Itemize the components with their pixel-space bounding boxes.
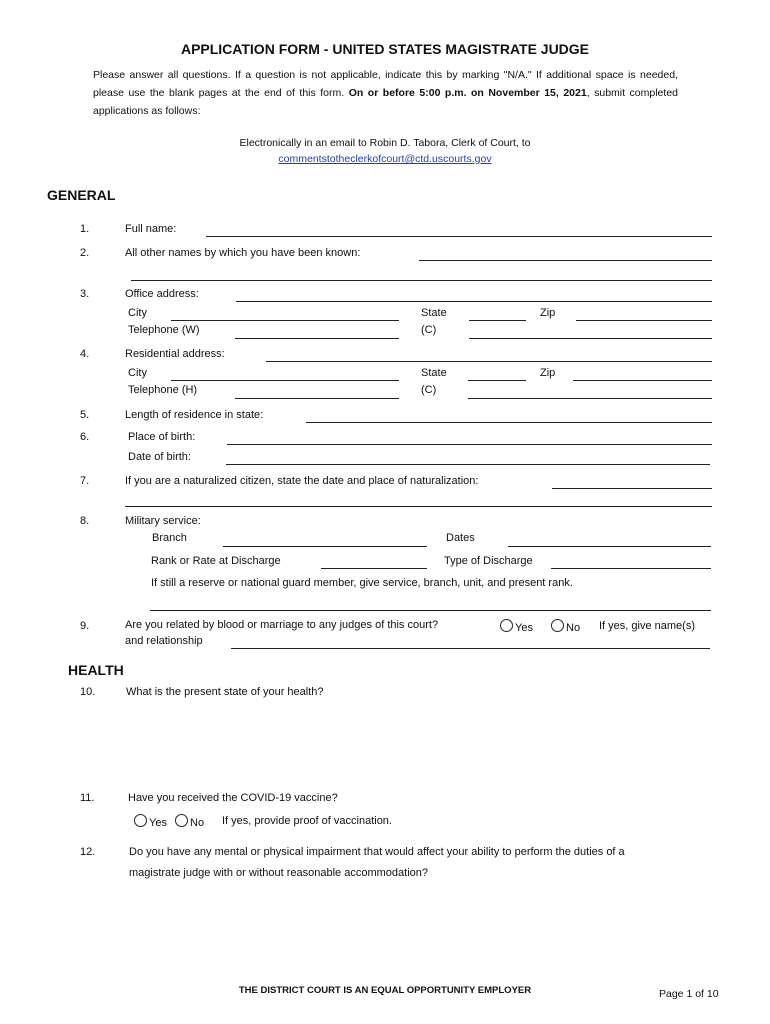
q4-cell-label: (C)	[421, 384, 437, 396]
q11-ifyes-label: If yes, provide proof of vaccination.	[222, 815, 392, 827]
radio-icon[interactable]	[500, 619, 513, 632]
q8-label: Military service:	[125, 515, 201, 527]
residential-state-field[interactable]	[468, 380, 526, 381]
q9-yes-label: Yes	[515, 622, 533, 634]
reserve-service-field[interactable]	[150, 610, 711, 611]
section-health: HEALTH	[68, 662, 124, 678]
full-name-field[interactable]	[206, 236, 712, 237]
q2-number: 2.	[80, 247, 90, 259]
q9-no-option[interactable]	[551, 619, 580, 634]
q11-label: Have you received the COVID-19 vaccine?	[128, 792, 338, 804]
q12-label: Do you have any mental or physical impairment that would affect your ability to perform the duties of a	[129, 846, 625, 858]
q12-label-2: magistrate judge with or without reasonable accommodation?	[129, 867, 428, 879]
q11-yes-label: Yes	[149, 817, 167, 829]
page-title: APPLICATION FORM - UNITED STATES MAGISTRATE JUDGE	[180, 41, 590, 57]
q3-zip-label: Zip	[540, 307, 556, 319]
place-of-birth-field[interactable]	[227, 444, 712, 445]
q1-label: Full name:	[125, 223, 177, 235]
naturalization-field-2[interactable]	[125, 506, 712, 507]
discharge-rank-field[interactable]	[321, 568, 427, 569]
naturalization-field[interactable]	[552, 488, 712, 489]
q3-state-label: State	[421, 307, 447, 319]
submission-instructions: Electronically in an email to Robin D. Tabora, Clerk of Court, to	[239, 137, 531, 149]
q6-number: 6.	[80, 431, 90, 443]
page-number: Page 1 of 10	[659, 988, 719, 1000]
q7-label: If you are a naturalized citizen, state the date and place of naturalization:	[125, 475, 479, 487]
q11-number: 11.	[80, 792, 95, 804]
q2-label: All other names by which you have been known:	[125, 247, 361, 259]
q5-number: 5.	[80, 409, 90, 421]
instructions-text: Please answer all questions. If a question is not applicable, indicate this by marking "N/A." If additional space is needed, please use the blank pages at the end of this form.	[93, 69, 678, 99]
office-city-field[interactable]	[171, 320, 399, 321]
q9-no-label: No	[566, 622, 581, 634]
q4-zip-label: Zip	[540, 367, 556, 379]
q6-label-2: Date of birth:	[128, 451, 191, 463]
residential-zip-field[interactable]	[573, 380, 712, 381]
q4-state-label: State	[421, 367, 447, 379]
other-names-field-2[interactable]	[131, 280, 712, 281]
military-dates-field[interactable]	[508, 546, 711, 547]
q9-label-2: and relationship	[125, 635, 203, 647]
office-zip-field[interactable]	[576, 320, 712, 321]
office-telephone-field[interactable]	[235, 338, 399, 339]
email-link[interactable]: commentstotheclerkofcourt@ctd.uscourts.gov	[278, 153, 492, 165]
q9-label: Are you related by blood or marriage to any judges of this court?	[125, 619, 439, 631]
relationship-field[interactable]	[231, 648, 710, 649]
other-names-field[interactable]	[419, 260, 712, 261]
date-of-birth-field[interactable]	[226, 464, 710, 465]
q4-label: Residential address:	[125, 348, 225, 360]
residential-address-field[interactable]	[266, 361, 712, 362]
office-address-field[interactable]	[236, 301, 712, 302]
residence-length-field[interactable]	[306, 422, 712, 423]
q9-number: 9.	[80, 620, 90, 632]
office-state-field[interactable]	[469, 320, 526, 321]
q3-label: Office address:	[125, 288, 199, 300]
q8-rank-label: Rank or Rate at Discharge	[151, 555, 281, 567]
q7-number: 7.	[80, 475, 90, 487]
military-branch-field[interactable]	[223, 546, 427, 547]
q8-branch-label: Branch	[152, 532, 187, 544]
radio-icon[interactable]	[134, 814, 147, 827]
q3-number: 3.	[80, 288, 90, 300]
q8-dates-label: Dates	[446, 532, 475, 544]
q9-yes-option[interactable]	[500, 619, 533, 634]
q8-number: 8.	[80, 515, 90, 527]
q9-ifyes-label: If yes, give name(s)	[599, 620, 695, 632]
footer-text: THE DISTRICT COURT IS AN EQUAL OPPORTUNITY EMPLOYER	[238, 985, 532, 996]
q4-telephone-label: Telephone (H)	[128, 384, 198, 396]
q10-number: 10.	[80, 686, 96, 698]
q6-label: Place of birth:	[128, 431, 196, 443]
discharge-type-field[interactable]	[551, 568, 711, 569]
q5-label: Length of residence in state:	[125, 409, 264, 421]
instructions-text-end: , submit completed applications as follows:	[93, 87, 678, 117]
q11-yes-option[interactable]	[134, 814, 167, 829]
q3-cell-label: (C)	[421, 324, 437, 336]
instructions	[93, 66, 678, 120]
deadline-text: On or before 5:00 p.m. on November 15, 2021	[348, 87, 587, 99]
home-cell-field[interactable]	[468, 398, 712, 399]
q3-telephone-label: Telephone (W)	[128, 324, 200, 336]
radio-icon[interactable]	[551, 619, 564, 632]
office-cell-field[interactable]	[469, 338, 712, 339]
radio-icon[interactable]	[175, 814, 188, 827]
q10-label: What is the present state of your health?	[126, 686, 324, 698]
q8-reserve-label: If still a reserve or national guard member, give service, branch, unit, and present rank.	[151, 577, 573, 589]
section-general: GENERAL	[47, 187, 116, 203]
q4-city-label: City	[128, 367, 147, 379]
q1-number: 1.	[80, 223, 90, 235]
residential-city-field[interactable]	[171, 380, 399, 381]
q11-no-label: No	[190, 817, 205, 829]
home-telephone-field[interactable]	[235, 398, 399, 399]
q8-type-label: Type of Discharge	[444, 555, 533, 567]
q4-number: 4.	[80, 348, 90, 360]
q3-city-label: City	[128, 307, 147, 319]
q11-no-option[interactable]	[175, 814, 204, 829]
q12-number: 12.	[80, 846, 96, 858]
